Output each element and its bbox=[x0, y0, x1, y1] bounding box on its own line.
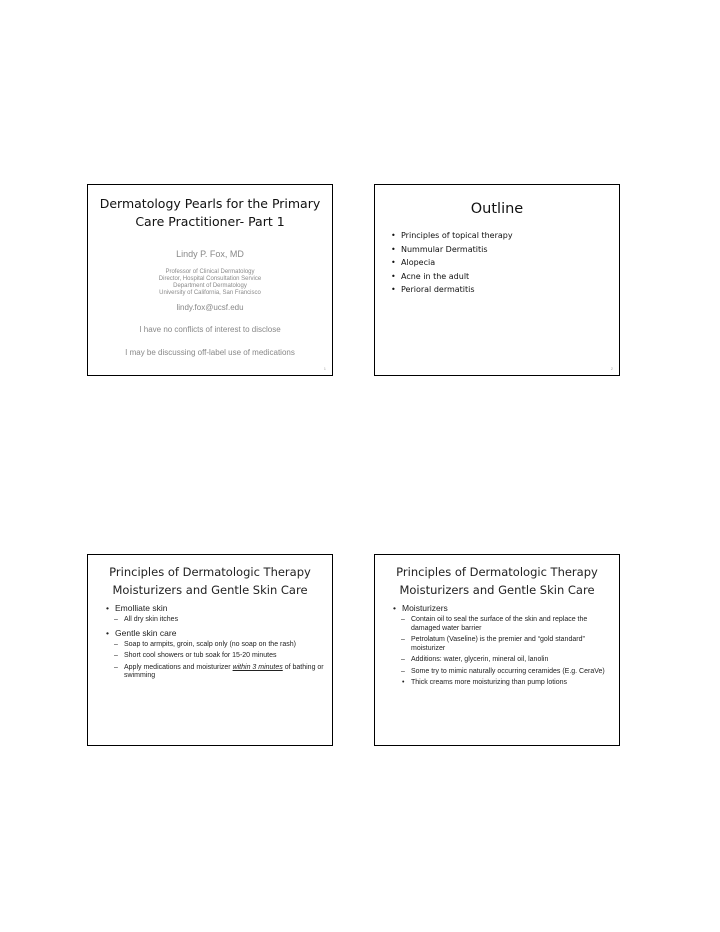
affiliation-line: Professor of Clinical Dermatology bbox=[165, 269, 255, 275]
sub-bullet bbox=[104, 664, 324, 681]
disclosure-text: I have no conflicts of interest to disclose bbox=[139, 325, 281, 334]
slide-3-content bbox=[104, 603, 324, 684]
author-name: Lindy P. Fox, MD bbox=[176, 249, 244, 259]
sub-bullet-text: Apply medications and moisturizer bbox=[124, 663, 233, 671]
sub-bullet: – Some try to mimic naturally occurring ceramides (E.g. CeraVe) bbox=[391, 668, 611, 677]
outline-list bbox=[391, 229, 513, 297]
sub-bullet: – Petrolatum (Vaseline) is the premier and “gold standard” moisturizer bbox=[391, 636, 611, 653]
title-line: Moisturizers and Gentle Skin Care bbox=[399, 583, 595, 597]
sub-bullet: – All dry skin itches bbox=[104, 616, 324, 625]
offlabel-text: I may be discussing off-label use of medications bbox=[125, 348, 295, 357]
bullet: • Gentle skin care bbox=[104, 628, 324, 639]
page-number: 1 bbox=[323, 366, 326, 371]
bullet: • Emolliate skin bbox=[104, 603, 324, 614]
outline-item: • Acne in the adult bbox=[391, 270, 513, 284]
outline-item: • Alopecia bbox=[391, 256, 513, 270]
affiliation-line: University of California, San Francisco bbox=[159, 290, 261, 296]
affiliation-line: Director, Hospital Consultation Service bbox=[158, 276, 262, 282]
page-number: 2 bbox=[610, 366, 613, 371]
sub-note: • Thick creams more moisturizing than pump lotions bbox=[391, 679, 611, 688]
sub-bullet: – Additions: water, glycerin, mineral oil, lanolin bbox=[391, 656, 611, 665]
outline-item: • Perioral dermatitis bbox=[391, 283, 513, 297]
outline-item: • Principles of topical therapy bbox=[391, 229, 513, 243]
author-affiliation bbox=[88, 269, 332, 297]
emphasis-text: within 3 minutes bbox=[232, 663, 283, 671]
author-email: lindy.fox@ucsf.edu bbox=[176, 303, 244, 312]
slide-moisturizers bbox=[374, 554, 620, 746]
sub-bullet-text: of bathing or swimming bbox=[124, 663, 324, 679]
slide-1-title: Dermatology Pearls for the Primary Care Practitioner- Part 1 bbox=[99, 196, 321, 229]
title-line: Principles of Dermatologic Therapy bbox=[396, 565, 598, 579]
slide-4-content bbox=[391, 603, 611, 691]
slide-skin-care bbox=[87, 554, 333, 746]
affiliation-line: Department of Dermatology bbox=[173, 283, 247, 289]
sub-bullet: – Soap to armpits, groin, scalp only (no soap on the rash) bbox=[104, 641, 324, 650]
sub-bullet: – Contain oil to seal the surface of the skin and replace the damaged water barrier bbox=[391, 616, 611, 633]
slide-4-title bbox=[375, 563, 619, 599]
outline-item: • Nummular Dermatitis bbox=[391, 243, 513, 257]
sub-bullet: – Short cool showers or tub soak for 15-20 minutes bbox=[104, 652, 324, 661]
bullet: • Moisturizers bbox=[391, 603, 611, 614]
slide-2-title: Outline bbox=[470, 201, 524, 217]
slide-3-title bbox=[88, 563, 332, 599]
slide-outline bbox=[374, 184, 620, 376]
slide-title bbox=[87, 184, 333, 376]
title-line: Principles of Dermatologic Therapy bbox=[109, 565, 311, 579]
title-line: Moisturizers and Gentle Skin Care bbox=[112, 583, 308, 597]
